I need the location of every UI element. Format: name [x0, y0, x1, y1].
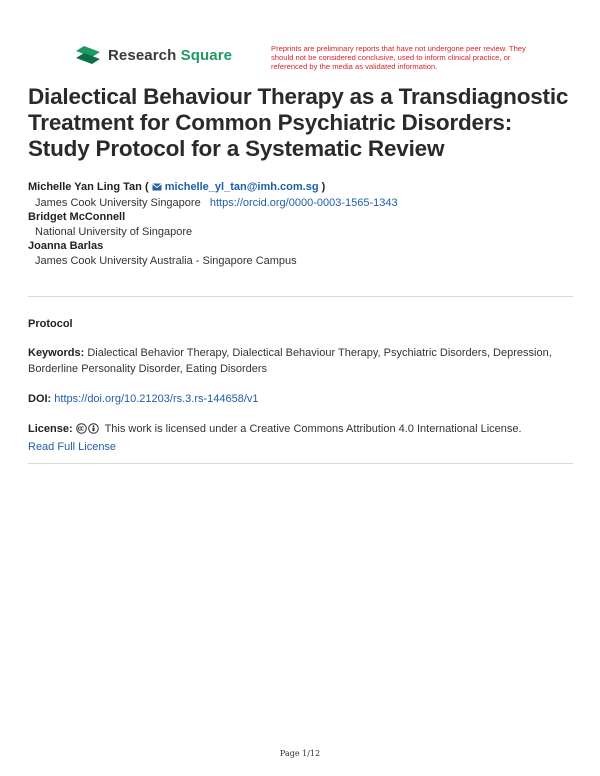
- logo-wordmark: Research Square: [108, 46, 233, 64]
- divider: [28, 296, 573, 297]
- orcid-link[interactable]: https://orcid.org/0000-0003-1565-1343: [209, 196, 398, 209]
- doi-link[interactable]: https://doi.org/10.21203/rs.3.rs-144658/v1: [54, 393, 259, 405]
- divider: [28, 463, 573, 464]
- author-name: Joanna Barlas: [28, 240, 104, 252]
- author-list: [28, 180, 578, 268]
- page-number: Page 1/12: [279, 749, 321, 758]
- keywords-text: Dialectical Behavior Therapy, Dialectical Behaviour Therapy, Psychiatric Disorders, Depression, Borderline Personality Disorder, Eating Disorders: [28, 347, 552, 375]
- article-type: Protocol: [28, 318, 73, 330]
- read-full-license-link[interactable]: Read Full License: [28, 441, 117, 453]
- keywords-label: Keywords:: [28, 347, 85, 359]
- author-name: Michelle Yan Ling Tan: [28, 181, 142, 193]
- license-text: This work is licensed under a Creative Commons Attribution 4.0 International License.: [104, 423, 522, 435]
- keywords-section: [28, 345, 580, 377]
- author-affiliation: James Cook University Australia - Singapore Campus: [35, 254, 297, 267]
- license-section: [28, 421, 580, 455]
- paper-title: Dialectical Behaviour Therapy as a Transdiagnostic Treatment for Common Psychiatric Disorders: Study Protocol for a Systematic Review: [28, 84, 569, 161]
- author-1: Michelle Yan Ling Tan ( michelle_yl_tan@imh.com.sg ): [28, 180, 578, 196]
- license-label: License:: [28, 423, 73, 435]
- cc-license-icon: [76, 423, 100, 439]
- doi-label: DOI:: [28, 393, 52, 405]
- research-square-logo[interactable]: [75, 44, 232, 66]
- author-name: Bridget McConnell: [28, 211, 126, 223]
- doi-section: [28, 391, 580, 407]
- author-affiliation: National University of Singapore: [35, 225, 193, 238]
- author-email-link[interactable]: michelle_yl_tan@imh.com.sg: [164, 181, 319, 193]
- envelope-icon: [152, 181, 162, 196]
- author-affiliation: James Cook University Singapore https://orcid.org/0000-0003-1565-1343: [35, 196, 398, 209]
- preprint-disclaimer: Preprints are preliminary reports that have not undergone peer review. They should not be considered conclusive, used to inform clinical practice, or referenced by the media as validated information.: [271, 44, 526, 71]
- research-square-logo-icon: [75, 44, 101, 66]
